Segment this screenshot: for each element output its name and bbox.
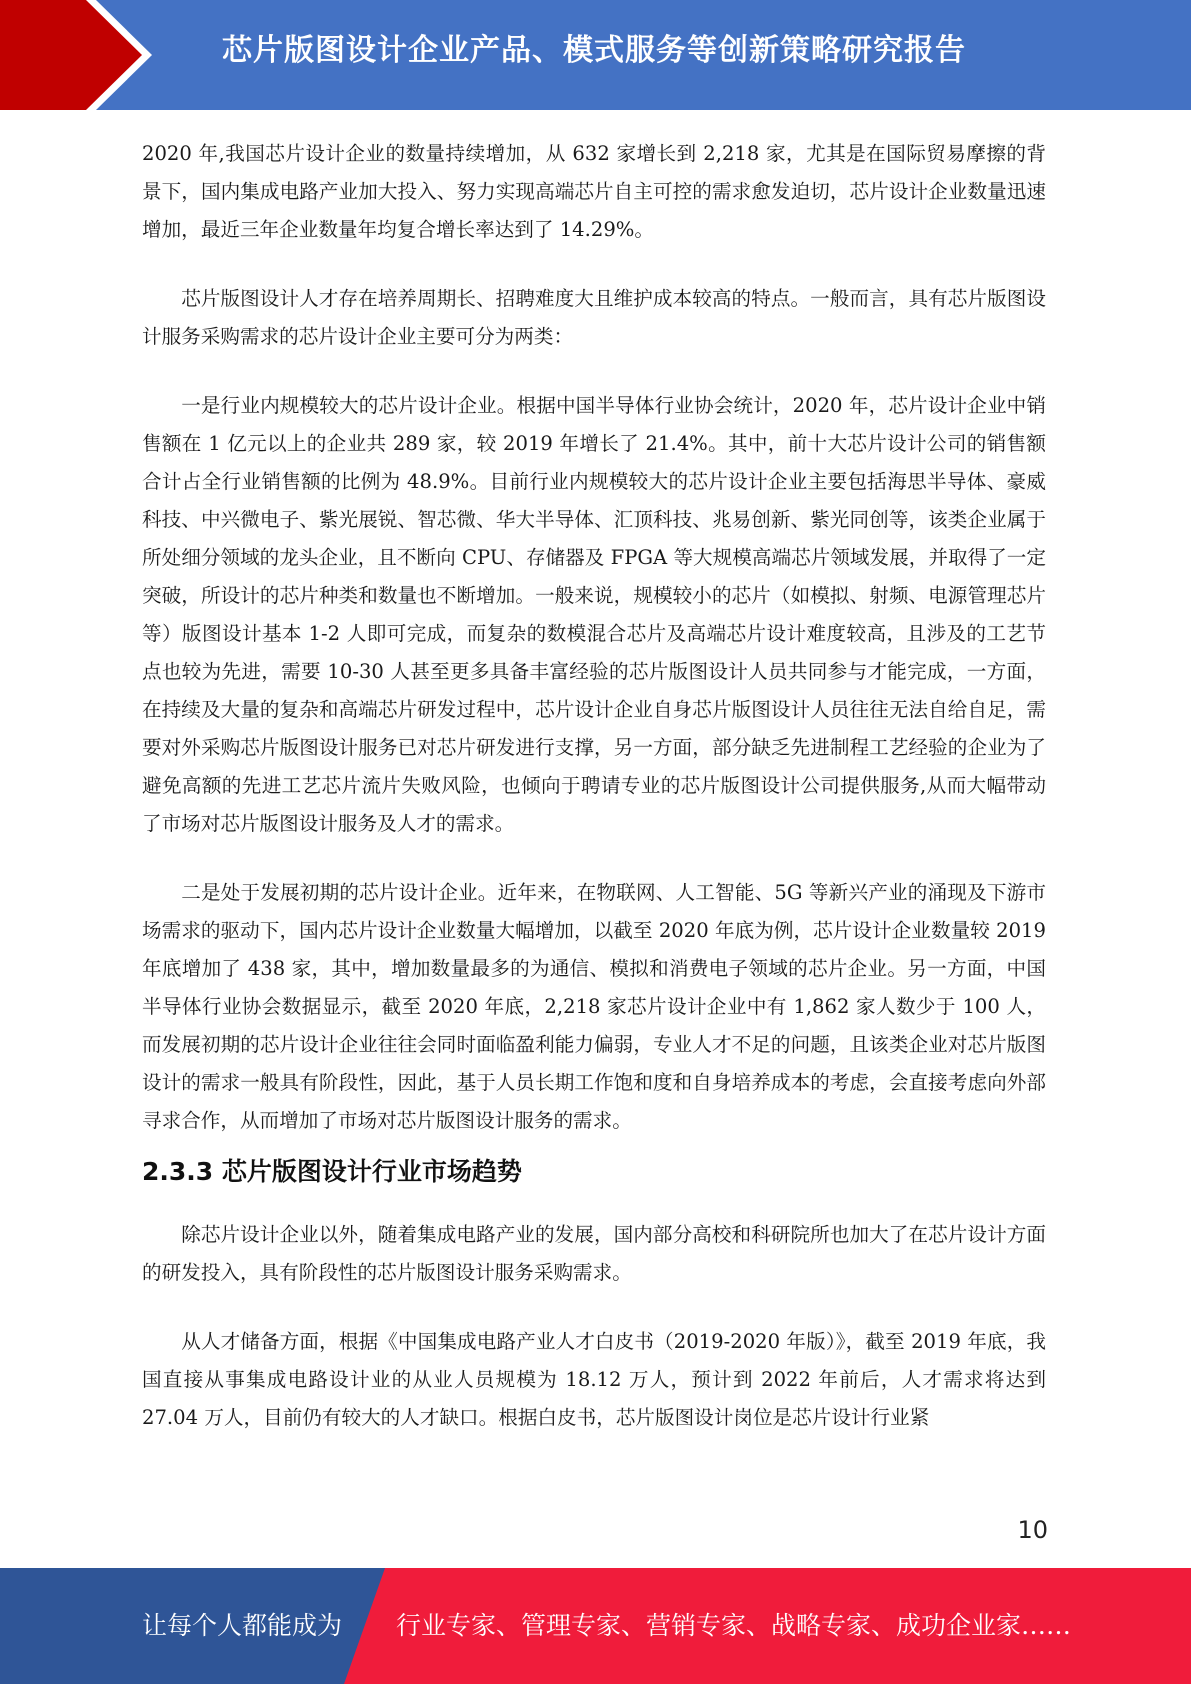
header-chevron-arrow [0, 0, 142, 110]
footer-slogan-roles: 行业专家、管理专家、营销专家、战略专家、成功企业家…… [396, 1611, 1072, 1640]
paragraph: 2020 年,我国芯片设计企业的数量持续增加，从 632 家增长到 2,218 家，尤其是在国际贸易摩擦的背景下，国内集成电路产业加大投入、努力实现高端芯片自主可控的需求愈发迫切，芯片设计企业数量迅速增加，最近三年企业数量年均复合增长率达到了 14.29%。 [142, 142, 1046, 241]
paragraph: 从人才储备方面，根据《中国集成电路产业人才白皮书（2019-2020 年版）》，截至 2019 年底，我国直接从事集成电路设计业的从业人员规模为 18.12 万人，预计到 2022 年前后，人才需求将达到 27.04 万人，目前仍有较大的人才缺口。根据白皮书，芯片版图设计岗位是芯片设计行业紧 [142, 1330, 1046, 1429]
section-heading: 2.3.3 芯片版图设计行业市场趋势 [142, 1157, 522, 1186]
header-banner [0, 0, 1191, 110]
page-body [142, 135, 1046, 1437]
paragraph: 一是行业内规模较大的芯片设计企业。根据中国半导体行业协会统计，2020 年，芯片设计企业中销售额在 1 亿元以上的企业共 289 家，较 2019 年增长了 21.4%。其中，前十大芯片设计公司的销售额合计占全行业销售额的比例为 48.9%。目前行业内规模较大的芯片设计企业主要包括海思半导体、豪威科技、中兴微电子、紫光展锐、智芯微、华大半导体、汇顶科技、兆易创新、紫光同创等，该类企业属于所处细分领域的龙头企业，且不断向 CPU、存储器及 FPGA 等大规模高端芯片领域发展，并取得了一定突破，所设计的芯片种类和数量也不断增加。一般来说，规模较小的芯片（如模拟、射频、电源管理芯片等）版图设计基本 1-2 人即可完成，而复杂的数模混合芯片及高端芯片设计难度较高，且涉及的工艺节点也较为先进，需要 10-30 人甚至更多具备丰富经验的芯片版图设计人员共同参与才能完成，一方面，在持续及大量的复杂和高端芯片研发过程中，芯片设计企业自身芯片版图设计人员往往无法自给自足，需要对外采购芯片版图设计服务已对芯片研发进行支撑，另一方面，部分缺乏先进制程工艺经验的企业为了避免高额的先进工艺芯片流片失败风险，也倾向于聘请专业的芯片版图设计公司提供服务,从而大幅带动了市场对芯片版图设计服务及人才的需求。 [142, 394, 1046, 835]
paragraph: 芯片版图设计人才存在培养周期长、招聘难度大且维护成本较高的特点。一般而言，具有芯片版图设计服务采购需求的芯片设计企业主要可分为两类： [142, 287, 1046, 348]
paragraph: 二是处于发展初期的芯片设计企业。近年来，在物联网、人工智能、5G 等新兴产业的涌现及下游市场需求的驱动下，国内芯片设计企业数量大幅增加，以截至 2020 年底为例，芯片设计企业数量较 2019 年底增加了 438 家，其中，增加数量最多的为通信、模拟和消费电子领域的芯片企业。另一方面，中国半导体行业协会数据显示，截至 2020 年底，2,218 家芯片设计企业中有 1,862 家人数少于 100 人，而发展初期的芯片设计企业往往会同时面临盈利能力偏弱，专业人才不足的问题，且该类企业对芯片版图设计的需求一般具有阶段性，因此，基于人员长期工作饱和度和自身培养成本的考虑，会直接考虑向外部寻求合作，从而增加了市场对芯片版图设计服务的需求。 [142, 881, 1046, 1132]
report-title: 芯片版图设计企业产品、模式服务等创新策略研究报告 [222, 33, 966, 68]
paragraph: 除芯片设计企业以外，随着集成电路产业的发展，国内部分高校和科研院所也加大了在芯片设计方面的研发投入，具有阶段性的芯片版图设计服务采购需求。 [142, 1223, 1046, 1284]
footer-slogan-lead: 让每个人都能成为 [142, 1611, 343, 1640]
page-number: 10 [1017, 1516, 1048, 1544]
footer-banner [0, 1568, 1191, 1684]
